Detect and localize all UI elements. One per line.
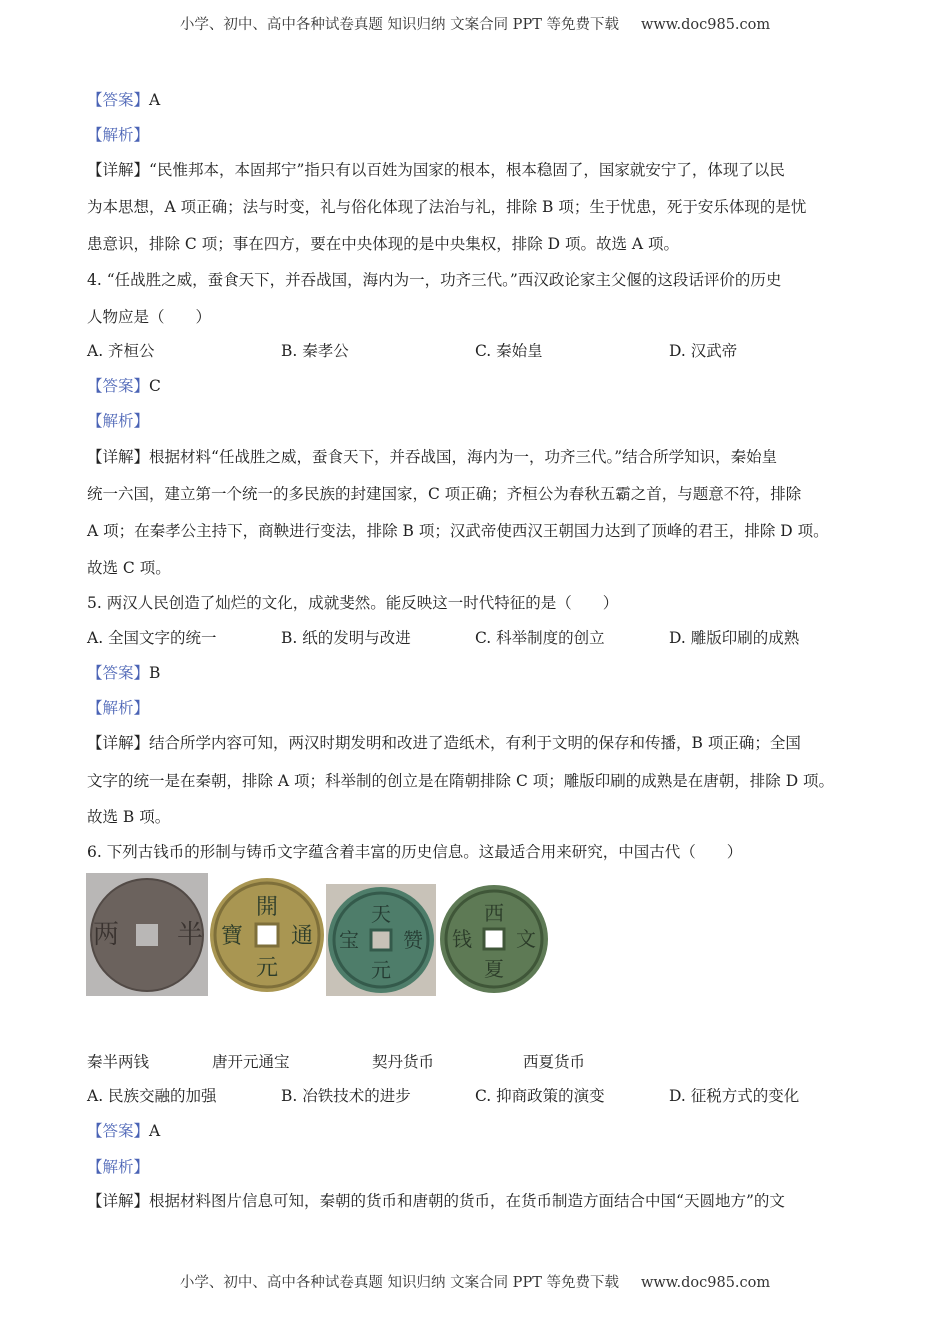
coin-hole [371,930,391,950]
q6-answer: 【答案】A [87,1122,161,1140]
coin-image-qin-banliang [86,873,208,996]
page-header [0,13,950,34]
coin-image-xixia [438,882,550,996]
q6-option-c: C. 抑商政策的演变 [475,1087,605,1105]
coin-image-khitan [326,884,436,996]
q4-detail-line-4: 故选 C 项。 [87,559,171,577]
q4-option-d: D. 汉武帝 [669,342,738,360]
coin-char: 两 [92,920,120,950]
q5-option-d: D. 雕版印刷的成熟 [669,629,800,647]
coin-caption-1: 秦半两钱 [87,1053,150,1071]
q4-stem-line-1: 4. “任战胜之威，蚕食天下，并吞战国，海内为一，功齐三代。”西汉政论家主父偃的这段话评价的历史 [87,271,782,289]
q6-analysis-tag: 【解析】 [87,1158,150,1176]
coin-caption-4: 西夏货币 [523,1053,586,1071]
q4-detail-line-1: 【详解】根据材料“任战胜之威，蚕食天下，并吞战国，海内为一，功齐三代。”结合所学知识，秦始皇 [87,448,778,466]
q4-detail-line-2: 统一六国，建立第一个统一的多民族的封建国家，C 项正确；齐桓公为春秋五霸之首，与题意不符，排除 [87,485,802,503]
coin-hole [256,924,278,946]
coin-char: 文 [516,927,536,951]
coin-caption-2: 唐开元通宝 [212,1053,290,1071]
q5-option-c: C. 科举制度的创立 [475,629,605,647]
q6-option-d: D. 征税方式的变化 [669,1087,800,1105]
page-footer [0,1271,950,1292]
q4-answer: 【答案】C [87,377,161,395]
q5-detail-line-1: 【详解】结合所学内容可知，两汉时期发明和改进了造纸术，有利于文明的保存和传播，B 项正确；全国 [87,734,801,752]
q5-option-a: A. 全国文字的统一 [87,629,217,647]
q6-option-b: B. 冶铁技术的进步 [281,1087,411,1105]
q5-detail-line-3: 故选 B 项。 [87,808,171,826]
q3-detail-line-3: 患意识，排除 C 项；事在四方，要在中央体现的是中央集权，排除 D 项。故选 A 项。 [87,235,680,253]
q5-answer: 【答案】B [87,664,161,682]
q6-detail-line-1: 【详解】根据材料图片信息可知，秦朝的货币和唐朝的货币，在货币制造方面结合中国“天圆地方”的文 [87,1192,785,1210]
q4-stem-line-2: 人物应是（ ） [87,308,212,326]
q4-option-a: A. 齐桓公 [87,342,155,360]
coin-char: 钱 [452,927,472,951]
coin-char: 宝 [339,928,359,952]
q4-option-b: B. 秦孝公 [281,342,349,360]
header-url[interactable]: www.doc985.com [640,17,771,33]
q4-detail-line-3: A 项；在秦孝公主持下，商鞅进行变法，排除 B 项；汉武帝使西汉王朝国力达到了顶峰的君王，排除 D 项。 [87,522,829,540]
q5-detail-line-2: 文字的统一是在秦朝，排除 A 项；科举制的创立是在隋朝排除 C 项；雕版印刷的成熟是在唐朝，排除 D 项。 [87,772,835,790]
coin-caption-3: 契丹货币 [372,1053,435,1071]
q4-option-c: C. 秦始皇 [475,342,543,360]
footer-url[interactable]: www.doc985.com [640,1275,771,1291]
q4-analysis-tag: 【解析】 [87,412,150,430]
coin-char: 元 [255,956,279,981]
coin-image-tang-kaiyuan [208,876,326,994]
q5-stem: 5. 两汉人民创造了灿烂的文化，成就斐然。能反映这一时代特征的是（ ） [87,594,619,612]
coin-char: 開 [255,895,279,920]
coin-char: 通 [290,924,314,949]
coin-hole [484,929,504,949]
q3-answer: 【答案】A [87,91,161,109]
coin-char: 寶 [220,924,244,949]
footer-text: 小学、初中、高中各种试卷真题 知识归纳 文案合同 PPT 等免费下载 [179,1275,619,1291]
q3-detail-line-1: 【详解】“民惟邦本，本固邦宁”指只有以百姓为国家的根本，根本稳固了，国家就安宁了，体现了以民 [87,161,785,179]
coin-hole [136,924,158,946]
q6-stem: 6. 下列古钱币的形制与铸币文字蕴含着丰富的历史信息。这最适合用来研究，中国古代（ ） [87,843,743,861]
header-text: 小学、初中、高中各种试卷真题 知识归纳 文案合同 PPT 等免费下载 [179,17,619,33]
q3-detail-line-2: 为本思想，A 项正确；法与时变，礼与俗化体现了法治与礼，排除 B 项；生于忧患，死于安乐体现的是忧 [87,198,807,216]
coin-char: 半 [176,920,204,950]
coin-char: 元 [371,958,391,982]
q5-option-b: B. 纸的发明与改进 [281,629,411,647]
coin-char: 西 [484,901,504,925]
coin-char: 赞 [403,928,423,952]
coin-char: 天 [371,902,391,926]
q3-analysis-tag: 【解析】 [87,126,150,144]
q5-analysis-tag: 【解析】 [87,699,150,717]
q6-option-a: A. 民族交融的加强 [87,1087,217,1105]
coin-char: 夏 [484,957,504,981]
